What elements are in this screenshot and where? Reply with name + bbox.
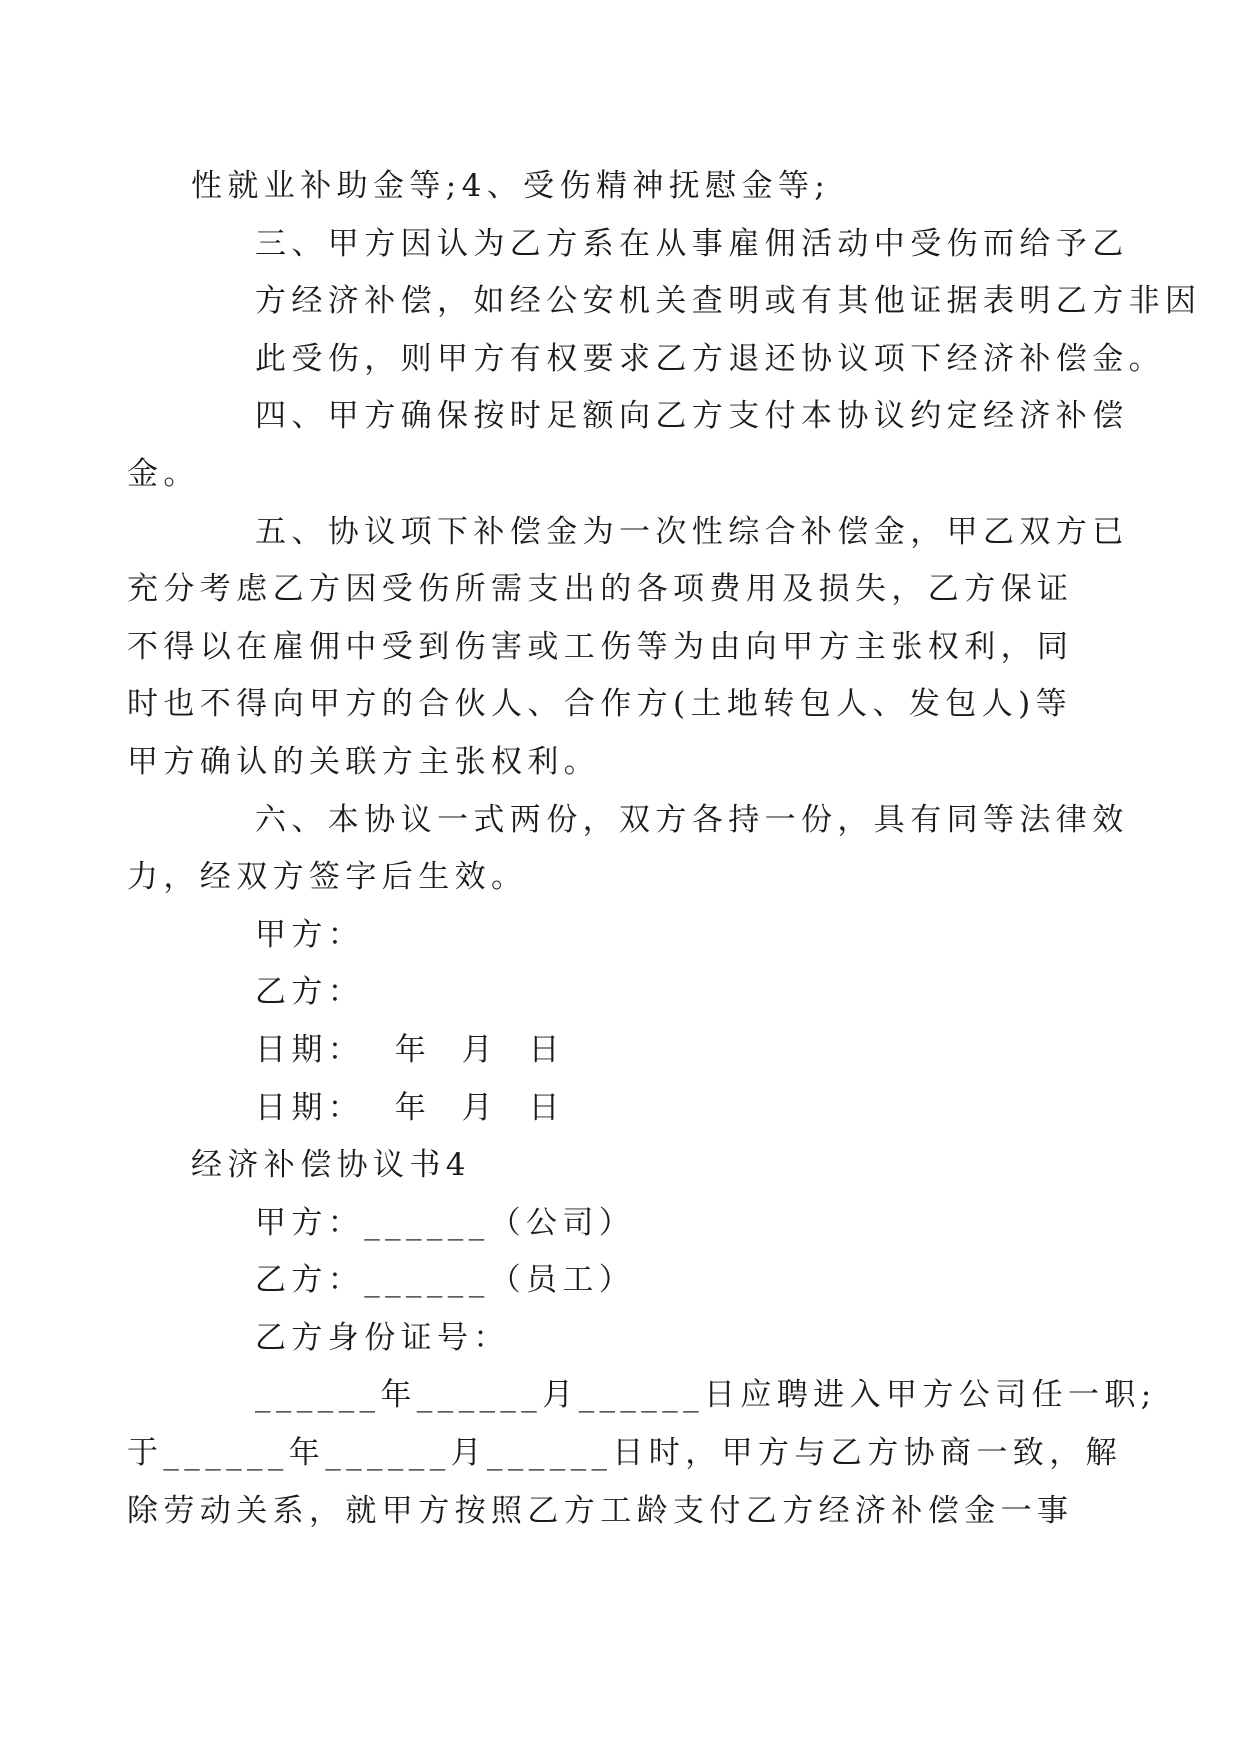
clause-six [127, 792, 1129, 907]
text-line: 六、本协议一式两份，双方各持一份，具有同等法律效 [255, 801, 1129, 838]
clause-five [127, 504, 1129, 792]
party-b-employee [191, 1252, 1061, 1310]
clause-three [191, 216, 1202, 389]
party-b-id-number [191, 1310, 1061, 1368]
text-line: 方经济补偿，如经公安机关查明或有其他证据表明乙方非因 [255, 283, 1202, 320]
text-line: 甲方： [255, 916, 365, 953]
text-line: 金。 [127, 455, 200, 492]
text-line: 五、协议项下补偿金为一次性综合补偿金，甲乙双方已 [255, 513, 1129, 550]
text-line: 乙方： [255, 974, 365, 1011]
text-line: 乙方身份证号： [255, 1319, 510, 1356]
text-line: 力，经双方签字后生效。 [127, 859, 528, 896]
text-line: 三、甲方因认为乙方系在从事雇佣活动中受伤而给予乙 [255, 225, 1129, 262]
signature-date-b [191, 1080, 1061, 1138]
text-line: 日期： 年 月 日 [255, 1031, 565, 1068]
signature-party-b [191, 964, 1061, 1022]
agreement-title [191, 1137, 1061, 1195]
text-line: 四、甲方确保按时足额向乙方支付本协议约定经济补偿 [255, 398, 1129, 435]
text-line: 乙方：______（员工） [255, 1262, 636, 1299]
text-line: 经济补偿协议书4 [191, 1147, 471, 1184]
paragraph-compensation-items-end [191, 158, 1061, 216]
document-body [127, 158, 1202, 1540]
text-line: 时也不得向甲方的合伙人、合作方(土地转包人、发包人)等 [127, 686, 1072, 723]
text-line: 除劳动关系，就甲方按照乙方工龄支付乙方经济补偿金一事 [127, 1492, 1074, 1529]
signature-date-a [191, 1022, 1061, 1080]
text-line: 不得以在雇佣中受到伤害或工伤等为由向甲方主张权利，同 [127, 628, 1074, 665]
clause-four [127, 388, 1129, 503]
employment-termination-paragraph [127, 1367, 1157, 1540]
text-line: ______年______月______日应聘进入甲方公司任一职; [255, 1377, 1157, 1414]
text-line: 充分考虑乙方因受伤所需支出的各项费用及损失，乙方保证 [127, 571, 1074, 608]
text-line: 性就业补助金等;4、受伤精神抚慰金等; [191, 168, 831, 204]
text-line: 甲方：______（公司） [255, 1204, 636, 1241]
text-line: 此受伤，则甲方有权要求乙方退还协议项下经济补偿金。 [255, 340, 1165, 377]
signature-party-a [191, 907, 1061, 965]
party-a-company [191, 1195, 1061, 1253]
text-line: 日期： 年 月 日 [255, 1089, 565, 1126]
text-line: 于______年______月______日时，甲方与乙方协商一致，解 [127, 1435, 1122, 1472]
text-line: 甲方确认的关联方主张权利。 [127, 743, 601, 780]
